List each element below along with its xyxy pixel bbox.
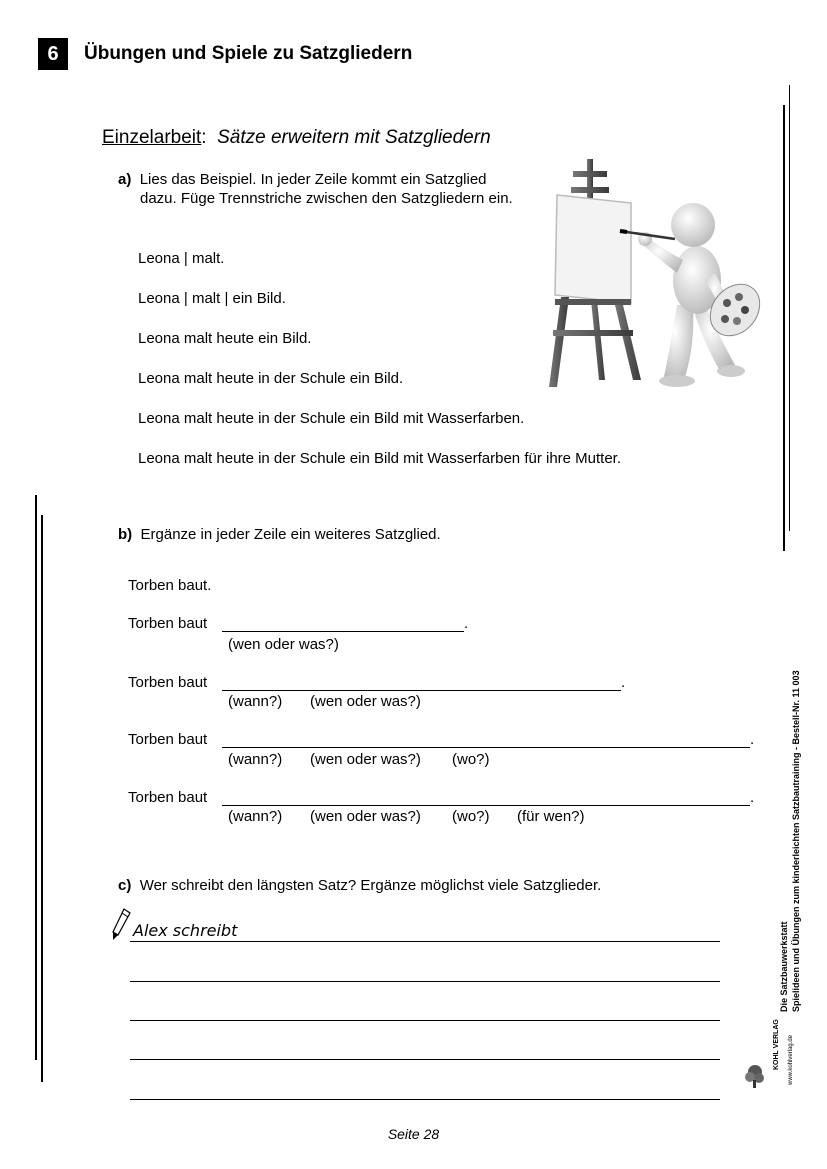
task-a-line2: dazu. Füge Trennstriche zwischen den Satzgliedern ein. — [140, 190, 513, 207]
example-start: Alex schreibt — [133, 921, 238, 940]
figure-foot-left — [659, 375, 695, 387]
easel-leg-left — [549, 297, 569, 387]
figure-leg-left — [663, 305, 693, 381]
sidebar-url: www.kohlverlag.de — [788, 1034, 794, 1085]
easel-ledge — [555, 299, 631, 305]
page-number: Seite 28 — [387, 1126, 440, 1142]
writing-line-1[interactable] — [130, 941, 720, 942]
pencil-icon — [110, 907, 132, 941]
easel-leg-right — [615, 305, 641, 380]
left-border-line-1 — [35, 495, 37, 1060]
task-b-marker: b) — [118, 526, 133, 543]
paint-blob — [723, 299, 731, 307]
figure-head — [671, 203, 715, 247]
writing-line-2[interactable] — [130, 981, 720, 982]
task-b-instruction — [118, 526, 441, 543]
right-border-line-2 — [789, 85, 790, 531]
hint-wo: (wo?) — [452, 808, 490, 825]
easel-leg-middle — [591, 300, 605, 380]
hint-wann: (wann?) — [228, 693, 283, 710]
task-a-line1: Lies das Beispiel. In jeder Zeile kommt ein Satzglied — [139, 171, 487, 188]
answer-line-3[interactable] — [222, 747, 750, 748]
example-sentence: Leona malt heute ein Bild. — [138, 330, 312, 347]
easel-crossbar — [573, 171, 607, 177]
easel-clamp — [571, 187, 609, 193]
task-a-instruction — [118, 171, 487, 188]
task-b-text: Ergänze in jeder Zeile ein weiteres Satzglied. — [140, 526, 441, 543]
example-sentence: Leona | malt | ein Bild. — [138, 290, 286, 307]
hint-fuer-wen: (für wen?) — [517, 808, 585, 825]
sentence-period: . — [750, 731, 755, 748]
section-heading — [102, 127, 491, 149]
hint-wann: (wann?) — [228, 751, 283, 768]
writing-line-4[interactable] — [130, 1059, 720, 1060]
sidebar-publisher-info — [768, 630, 808, 1090]
paint-blob — [733, 317, 741, 325]
hint-wen-oder-was: (wen oder was?) — [228, 636, 339, 653]
task-a-marker: a) — [118, 171, 132, 188]
hint-wen-oder-was: (wen oder was?) — [310, 751, 421, 768]
answer-line-1[interactable] — [222, 631, 464, 632]
heading-colon: : — [201, 127, 207, 148]
left-border-line-2 — [41, 515, 43, 1082]
answer-line-4[interactable] — [222, 805, 750, 806]
right-border-line-1 — [783, 105, 785, 551]
heading-topic: Sätze erweitern mit Satzgliedern — [217, 127, 491, 148]
easel-shelf — [553, 330, 633, 336]
hint-wo: (wo?) — [452, 751, 490, 768]
sentence-period: . — [750, 789, 755, 806]
paint-blob — [735, 293, 743, 301]
heading-label: Einzelarbeit — [102, 127, 202, 148]
brush-tip — [620, 231, 627, 232]
sentence-prefix: Torben baut — [128, 731, 208, 748]
publisher-logo-icon — [744, 1063, 766, 1089]
task-c-text: Wer schreibt den längsten Satz? Ergänze möglichst viele Satzglieder. — [139, 877, 602, 894]
painter-illustration — [545, 155, 765, 390]
sentence-period: . — [464, 615, 469, 632]
sentence-period: . — [621, 674, 626, 691]
hint-wen-oder-was: (wen oder was?) — [310, 808, 421, 825]
writing-line-3[interactable] — [130, 1020, 720, 1021]
paint-blob — [741, 306, 749, 314]
sentence-prefix: Torben baut — [128, 789, 208, 806]
chapter-title: Übungen und Spiele zu Satzgliedern — [84, 43, 413, 64]
example-sentence: Leona malt heute in der Schule ein Bild mit Wasserfarben. — [138, 410, 525, 427]
sidebar-line2: Spielideen und Übungen zum kinderleichten Satzbautraining - Bestell-Nr. 11 003 — [791, 670, 801, 1012]
hint-wann: (wann?) — [228, 808, 283, 825]
base-sentence: Torben baut. — [128, 577, 212, 594]
sentence-prefix: Torben baut — [128, 615, 208, 632]
sentence-prefix: Torben baut — [128, 674, 208, 691]
writing-line-5[interactable] — [130, 1099, 720, 1100]
example-sentence: Leona | malt. — [138, 250, 225, 267]
example-sentence: Leona malt heute in der Schule ein Bild mit Wasserfarben für ihre Mutter. — [138, 450, 622, 467]
canvas — [555, 195, 631, 303]
sidebar-publisher: KOHL VERLAG — [773, 1019, 780, 1070]
hint-wen-oder-was: (wen oder was?) — [310, 693, 421, 710]
chapter-number: 6 — [38, 38, 68, 70]
task-c-instruction — [118, 877, 601, 894]
task-c-marker: c) — [118, 877, 132, 894]
example-sentence: Leona malt heute in der Schule ein Bild. — [138, 370, 404, 387]
sidebar-line1: Die Satzbauwerkstatt — [779, 921, 789, 1012]
paint-blob — [721, 315, 729, 323]
answer-line-2[interactable] — [222, 690, 621, 691]
figure-foot-right — [717, 365, 745, 377]
